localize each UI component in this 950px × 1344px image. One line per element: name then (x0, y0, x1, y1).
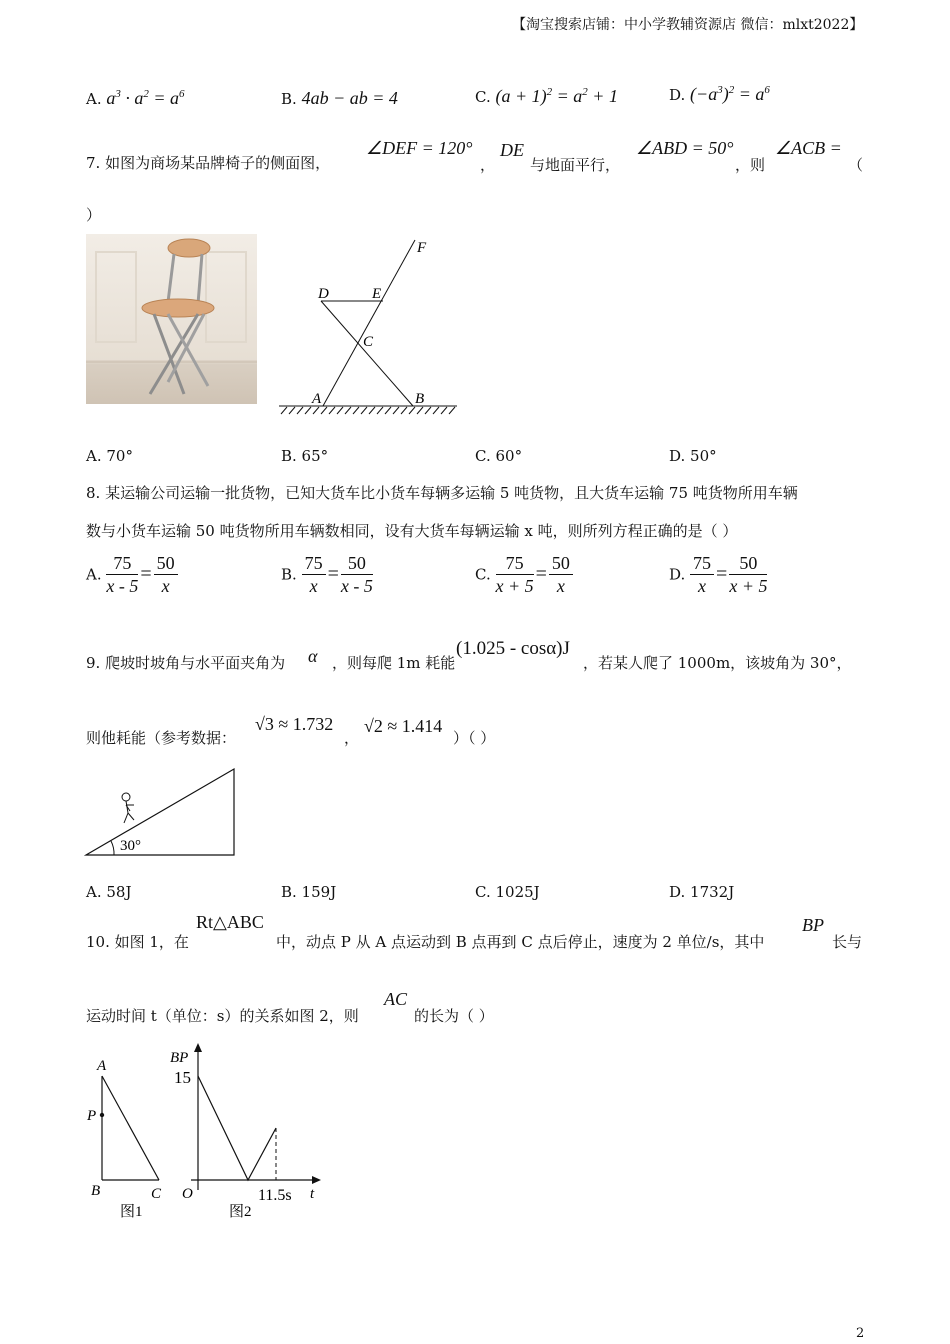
fraction (690, 552, 714, 597)
x-tick-11-5s: 11.5s (258, 1187, 292, 1204)
numerator: 75 (690, 552, 714, 575)
q8-option-b: B. $\frac{75}{x}$ = $\frac{50}{x - 5}$ (281, 553, 373, 596)
q10-rt-triangle: Rt△ABC (196, 912, 264, 932)
point-label-c: C (151, 1186, 162, 1202)
numerator: 50 (549, 552, 573, 575)
q7-option-c: C. 60° (475, 447, 523, 465)
chair-photo (86, 234, 257, 404)
fraction (154, 552, 178, 597)
option-label: B. (281, 90, 297, 108)
q9-text5: ）（ ） (453, 729, 496, 747)
q7-text2: 与地面平行， (530, 156, 621, 174)
q7-paren-open: （ (848, 156, 864, 174)
fraction (729, 552, 767, 597)
page-header: 【淘宝搜索店铺：中小学教辅资源店 微信：mlxt2022】 (512, 17, 864, 33)
numerator: 75 (106, 552, 138, 575)
option-label: A. (86, 90, 102, 108)
denominator: x (556, 576, 565, 596)
denominator: x + 5 (729, 576, 768, 596)
question-text: 如图为商场某品牌椅子的侧面图， (105, 154, 331, 172)
numerator: 75 (496, 552, 534, 575)
q10-text4: 运动时间 t（单位：s）的关系如图 2，则 (86, 1007, 359, 1025)
point-label-p: P (87, 1108, 97, 1124)
q7-option-b: B. 65° (281, 447, 329, 465)
q7-comma: ， (480, 156, 496, 174)
page-number: 2 (856, 1326, 865, 1341)
numerator: 75 (302, 552, 326, 575)
q6-option-b (281, 88, 398, 109)
bp-time-graph (165, 1040, 330, 1230)
denominator: x (698, 576, 707, 596)
q10-text1: 10. 如图 1，在 (86, 933, 189, 951)
point-label-b: B (415, 391, 425, 407)
q9-text3: ，若某人爬了 1000m，该坡角为 30°， (583, 654, 852, 672)
q9-sep: ， (344, 729, 360, 747)
q10-bp: BP (802, 915, 824, 935)
q9-alpha: α (308, 646, 318, 666)
q8-option-d: D. $\frac{75}{x}$ = $\frac{50}{x + 5}$ (669, 553, 768, 596)
slope-figure (84, 765, 239, 860)
fraction (496, 552, 534, 597)
q9-sqrt3: √3 ≈ 1.732 (255, 714, 334, 734)
math-expression: $a^3 \cdot a^2 = a^6$ (106, 88, 185, 108)
q7-text3: ，则 (735, 156, 766, 174)
math-expression: $(-a^3)^2 = a^6$ (690, 84, 770, 104)
option-label: C. (475, 565, 491, 584)
point-label-f: F (417, 240, 427, 256)
point-label-a: A (97, 1058, 107, 1074)
option-label: C. (475, 88, 491, 106)
point-label-d: D (318, 286, 329, 302)
q10-text3: 长与 (832, 933, 863, 951)
point-label-e: E (372, 286, 382, 302)
q9-sqrt2: √2 ≈ 1.414 (364, 716, 443, 736)
fraction (549, 552, 573, 597)
q9-option-d: D. 1732J (669, 883, 735, 901)
q7-stem (86, 152, 330, 173)
x-axis-label: t (310, 1186, 315, 1202)
q9-text4: 则他耗能（参考数据： (86, 729, 237, 747)
math-expression: 4ab − ab = 4 (301, 88, 398, 108)
q9-text1: 9. 爬坡时坡角与水平面夹角为 (86, 654, 286, 672)
q9-text2: ，则每爬 1m 耗能 (332, 654, 456, 672)
fraction (106, 552, 138, 597)
q8-option-c: C. $\frac{75}{x + 5}$ = $\frac{50}{x}$ (475, 552, 573, 597)
q6-option-d (669, 84, 770, 105)
option-label: B. (281, 565, 297, 584)
option-label: A. (86, 565, 102, 584)
q9-option-b: B. 159J (281, 883, 337, 901)
question-number: 7. (86, 154, 101, 172)
point-label-a: A (312, 391, 322, 407)
y-axis-label: BP (170, 1050, 189, 1066)
climber-icon (122, 793, 134, 823)
denominator: x (309, 576, 318, 596)
angle-label: 30° (120, 838, 141, 854)
math-expression: $(a + 1)^2 = a^2 + 1$ (495, 86, 618, 106)
numerator: 50 (154, 552, 178, 575)
q6-option-c (475, 86, 618, 107)
q8-stem-line2: 数与小货车运输 50 吨货物所用车辆数相同，设有大货车每辆运输 x 吨，则所列方程正确的是（ ） (86, 522, 738, 540)
q7-angle-def: ∠DEF = 120° (366, 138, 473, 158)
denominator: x (161, 576, 170, 596)
denominator: x - 5 (340, 576, 373, 596)
q6-option-a (86, 88, 185, 109)
bp-curve (198, 1076, 276, 1180)
q7-paren-close: ） (86, 206, 102, 224)
point-label-b: B (91, 1183, 101, 1199)
q9-option-a: A. 58J (86, 883, 132, 901)
point-label-c: C (363, 334, 374, 350)
q8-stem-line1: 8. 某运输公司运输一批货物，已知大货车比小货车每辆多运输 5 吨货物，且大货车运输 75 吨货物所用车辆 (86, 484, 798, 502)
denominator: x + 5 (495, 576, 534, 596)
q7-angle-acb: ∠ACB = (775, 138, 842, 158)
fraction (341, 552, 373, 597)
q9-option-c: C. 1025J (475, 883, 540, 901)
point-p-dot (100, 1113, 104, 1117)
triangle-figure-1 (84, 1052, 174, 1227)
q7-angle-abd: ∠ABD = 50° (636, 138, 734, 158)
origin-label: O (182, 1186, 193, 1202)
option-label: D. (669, 565, 686, 584)
q10-ac: AC (384, 989, 408, 1009)
y-tick-15: 15 (174, 1068, 191, 1087)
fraction (302, 552, 326, 597)
denominator: x - 5 (106, 576, 139, 596)
option-label: D. (669, 86, 686, 104)
figure-caption: 图2 (229, 1204, 252, 1220)
q10-text5: 的长为（ ） (414, 1007, 494, 1025)
numerator: 50 (729, 552, 767, 575)
q9-energy-expression: (1.025 - cosα)J (456, 638, 570, 659)
numerator: 50 (341, 552, 373, 575)
q7-de: DE (500, 140, 524, 160)
q10-text2: 中，动点 P 从 A 点运动到 B 点再到 C 点后停止，速度为 2 单位/s，其中 (276, 933, 765, 951)
figure-caption: 图1 (120, 1204, 143, 1220)
q8-option-a: A. $\frac{75}{x - 5}$ = $\frac{50}{x}$ (86, 552, 178, 597)
q7-option-a: A. 70° (86, 447, 133, 465)
chair-geometry-figure (275, 234, 465, 419)
q7-option-d: D. 50° (669, 447, 717, 465)
